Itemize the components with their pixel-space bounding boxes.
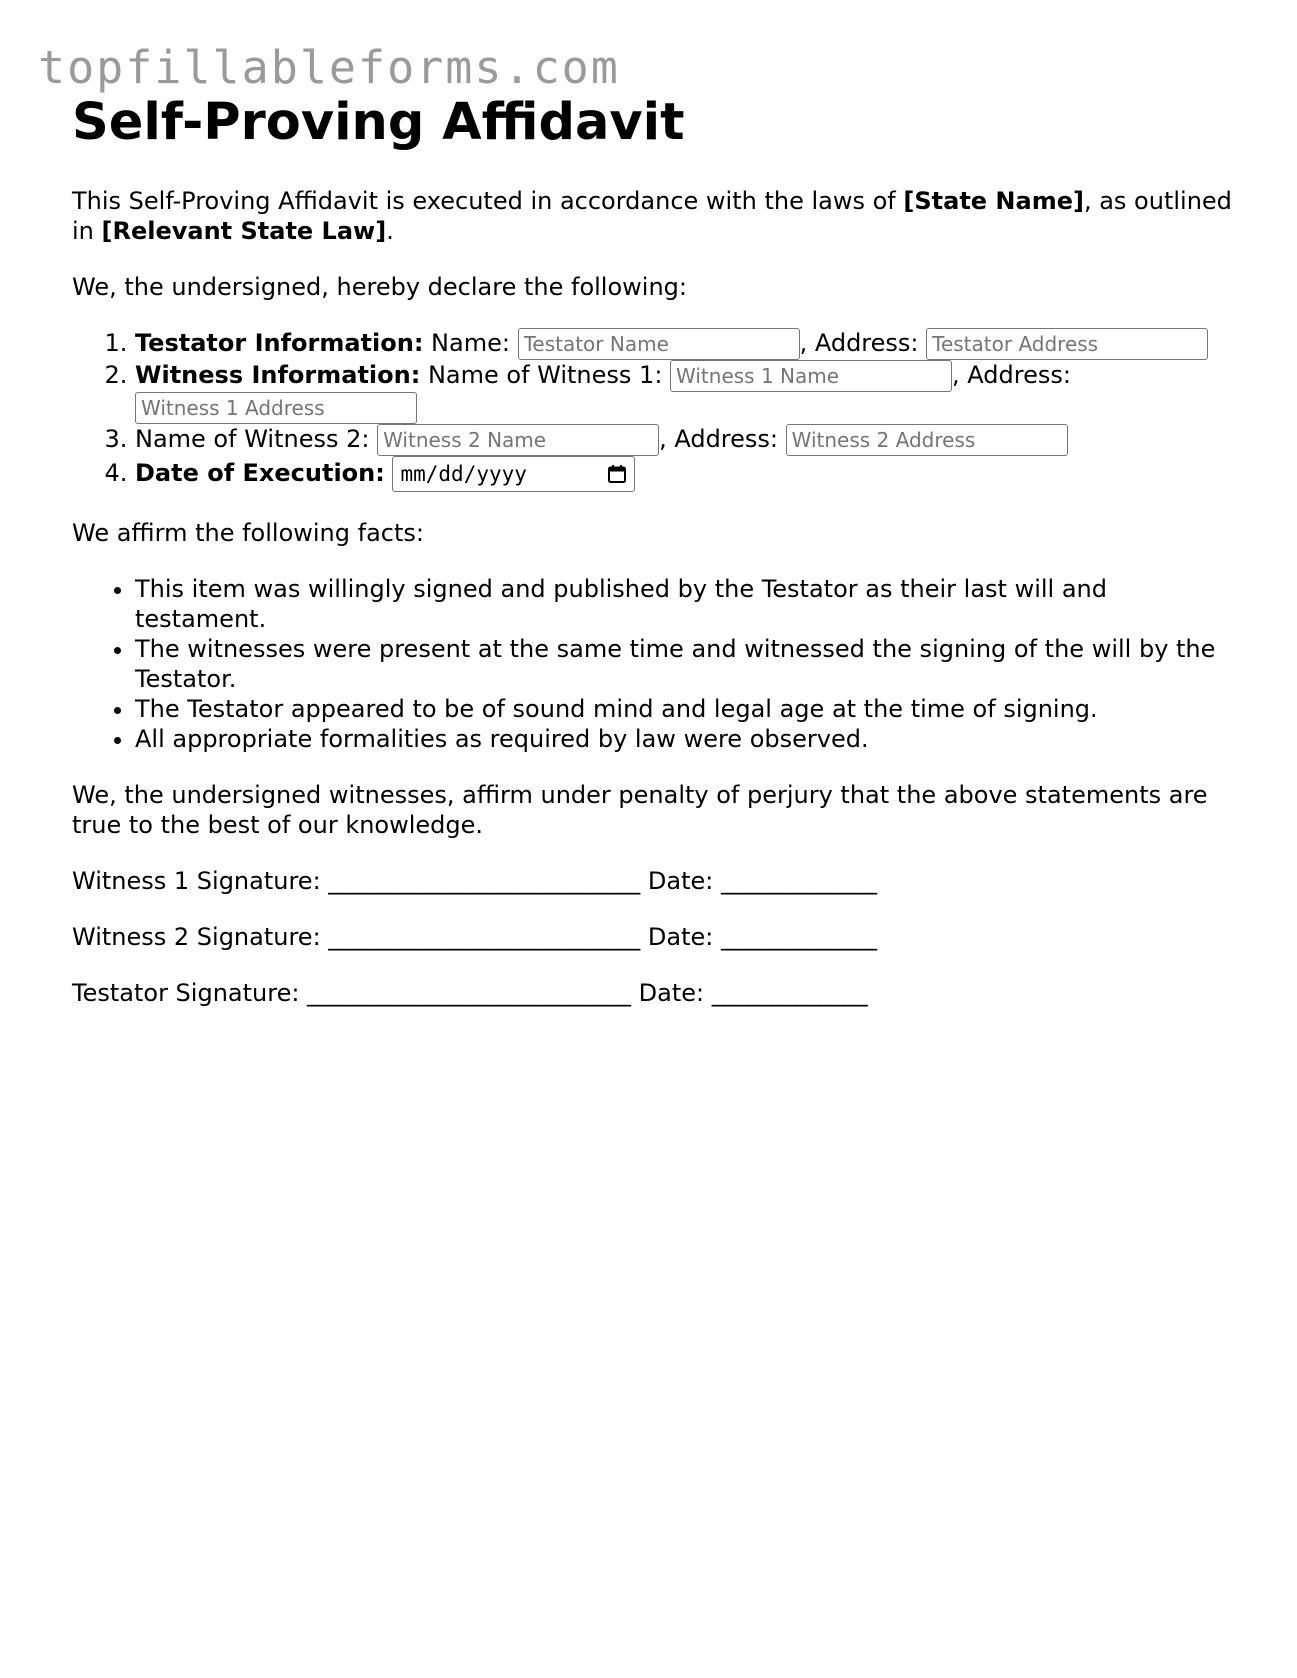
date-of-execution-input[interactable] — [392, 456, 635, 492]
facts-intro-text: We affirm the following facts: — [72, 519, 424, 547]
witness2-address-label: , Address: — [659, 425, 786, 453]
witness1-address-label: , Address: — [952, 361, 1071, 389]
intro-text-1: This Self-Proving Affidavit is executed in accordance with the laws of — [72, 187, 904, 215]
fact-item: • This item was willingly signed and published by the Testator as their last will and testament. — [135, 574, 1232, 634]
witness2-name-label: Name of Witness 2: — [135, 425, 378, 453]
witness1-signature-line: Witness 1 Signature: __________________________ Date: _____________ — [72, 867, 877, 895]
testator-address-label: , Address: — [799, 329, 927, 357]
intro-text-3: . — [386, 217, 394, 245]
affirmation-text: We, the undersigned witnesses, affirm under penalty of perjury that the above statements are true to the best of our knowledge. — [72, 781, 1208, 839]
information-list — [72, 328, 1232, 492]
site-watermark: topfillableforms.com — [38, 41, 620, 94]
calendar-icon[interactable] — [607, 464, 627, 484]
witness2-signature-line: Witness 2 Signature: __________________________ Date: _____________ — [72, 923, 877, 951]
date-of-execution-label: Date of Execution: — [135, 459, 385, 487]
fact-item: • The witnesses were present at the same time and witnessed the signing of the will by the Testator. — [135, 634, 1232, 694]
testator-address-input[interactable] — [926, 328, 1208, 360]
declaration-text: We, the undersigned, hereby declare the following: — [72, 273, 687, 301]
fact-item: • The Testator appeared to be of sound mind and legal age at the time of signing. — [135, 694, 1232, 724]
witness-info-label: Witness Information: — [135, 361, 421, 389]
intro-paragraph — [72, 186, 1232, 246]
state-law-placeholder: [Relevant State Law] — [101, 217, 387, 245]
testator-name-label: Name: — [423, 329, 518, 357]
date-of-execution-item — [135, 456, 1232, 492]
state-name-placeholder: [State Name] — [903, 187, 1084, 215]
witness1-address-input[interactable] — [135, 392, 417, 424]
fact-item: • All appropriate formalities as required by law were observed. — [135, 724, 1232, 754]
testator-name-input[interactable] — [518, 328, 800, 360]
witness1-name-input[interactable] — [670, 360, 952, 392]
testator-information-item — [135, 328, 1232, 360]
witness2-name-input[interactable] — [377, 424, 659, 456]
testator-signature-line: Testator Signature: ___________________________ Date: _____________ — [72, 979, 868, 1007]
witness1-name-label: Name of Witness 1: — [420, 361, 671, 389]
witness2-address-input[interactable] — [786, 424, 1068, 456]
date-placeholder: mm/dd/yyyy — [400, 462, 527, 486]
testator-info-label: Testator Information: — [135, 329, 424, 357]
page-title: Self-Proving Affidavit — [72, 93, 685, 152]
intro-text-2: , as outlined in — [72, 187, 1232, 245]
facts-list — [72, 574, 1232, 754]
witness2-information-item — [135, 424, 1232, 456]
witness-information-item — [135, 360, 1232, 424]
affidavit-document — [72, 92, 1232, 1008]
